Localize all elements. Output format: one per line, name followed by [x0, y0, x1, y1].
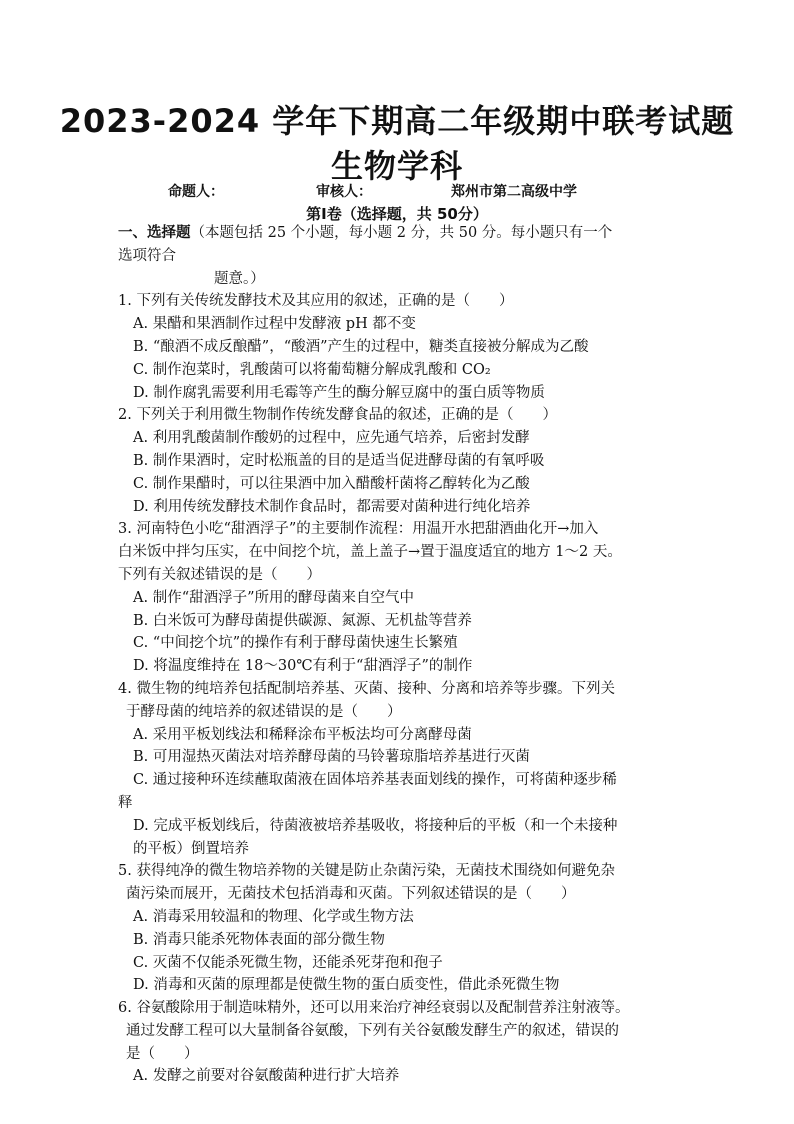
question-6-option-a: A. 发酵之前要对谷氨酸菌种进行扩大培养 [133, 1068, 400, 1085]
question-body [118, 222, 680, 1088]
section-intro-line3: 题意。） [214, 270, 265, 287]
section-intro [118, 222, 680, 245]
reviewer-label: 审核人： [316, 184, 372, 200]
question-4-stem-line2: 于酵母菌的纯培养的叙述错误的是（ ） [126, 703, 402, 720]
question-3-stem-line2: 白米饭中拌匀压实，在中间挖个坑，盖上盖子→置于温度适宜的地方 1～2 天。 [118, 544, 622, 561]
question-2-option-d: D. 利用传统发酵技术制作食品时，都需要对菌种进行纯化培养 [133, 498, 531, 515]
school-name: 郑州市第二高级中学 [451, 184, 577, 200]
exam-title: 2023-2024 学年下期高二年级期中联考试题 [59, 102, 735, 140]
question-5-stem: 5. 获得纯净的微生物培养物的关键是防止杂菌污染，无菌技术围绕如何避免杂 [118, 863, 615, 880]
question-6-stem: 6. 谷氨酸除用于制造味精外，还可以用来治疗神经衰弱以及配制营养注射液等。 [118, 1000, 630, 1017]
question-3-option-d: D. 将温度维持在 18～30℃有利于“甜酒浮子”的制作 [133, 658, 473, 675]
question-2-option-b: B. 制作果酒时，定时松瓶盖的目的是适当促进酵母菌的有氧呼吸 [133, 452, 545, 469]
question-4-option-d: D. 完成平板划线后，待菌液被培养基吸收，将接种后的平板（和一个未接种 [133, 817, 618, 834]
question-1-option-d: D. 制作腐乳需要利用毛霉等产生的酶分解豆腐中的蛋白质等物质 [133, 384, 545, 401]
author-label: 命题人： [168, 184, 224, 200]
question-5-option-a: A. 消毒采用较温和的物理、化学或生物方法 [133, 908, 414, 925]
question-4-stem: 4. 微生物的纯培养包括配制培养基、灭菌、接种、分离和培养等步骤。下列关 [118, 680, 615, 697]
question-4-option-a: A. 采用平板划线法和稀释涂布平板法均可分离酵母菌 [133, 726, 472, 743]
question-2-stem: 2. 下列关于利用微生物制作传统发酵食品的叙述，正确的是（ ） [118, 407, 557, 424]
question-3-option-a: A. 制作“甜酒浮子”所用的酵母菌来自空气中 [133, 589, 415, 606]
question-5-option-d: D. 消毒和灭菌的原理都是使微生物的蛋白质变性，借此杀死微生物 [133, 977, 560, 994]
subject-title: 生物学科 [330, 147, 463, 185]
section-intro-text: （本题包括 25 个小题，每小题 2 分，共 50 分。每小题只有一个 [190, 225, 613, 241]
question-6-stem-line3: 是（ ） [126, 1045, 199, 1062]
question-2-option-a: A. 利用乳酸菌制作酸奶的过程中，应先通气培养，后密封发酵 [133, 430, 530, 447]
part-title: 第Ⅰ卷（选择题，共 50分） [306, 205, 488, 223]
question-5-stem-line2: 菌污染而展开，无菌技术包括消毒和灭菌。下列叙述错误的是（ ） [126, 886, 576, 903]
question-3-stem: 3. 河南特色小吃“甜酒浮子”的主要制作流程：用温开水把甜酒曲化开→加入 [118, 521, 599, 538]
question-4-option-c: C. 通过接种环连续蘸取菌液在固体培养基表面划线的操作，可将菌种逐步稀 [133, 772, 617, 789]
section-intro-line2: 选项符合 [118, 247, 176, 264]
section-heading: 一、选择题 [118, 225, 191, 241]
question-5-option-b: B. 消毒只能杀死物体表面的部分微生物 [133, 931, 385, 948]
question-3-option-c: C. “中间挖个坑”的操作有利于酵母菌快速生长繁殖 [133, 635, 458, 652]
question-1-stem: 1. 下列有关传统发酵技术及其应用的叙述，正确的是（ ） [118, 293, 514, 310]
question-1-option-b: B. “酿酒不成反酿醋”，“酸酒”产生的过程中，糖类直接被分解成为乙酸 [133, 338, 589, 355]
question-6-stem-line2: 通过发酵工程可以大量制备谷氨酸，下列有关谷氨酸发酵生产的叙述，错误的 [126, 1022, 619, 1039]
question-4-option-d-cont: 的平板）倒置培养 [133, 840, 249, 857]
question-1-option-c: C. 制作泡菜时，乳酸菌可以将葡萄糖分解成乳酸和 CO₂ [133, 361, 491, 378]
question-1-option-a: A. 果醋和果酒制作过程中发酵液 pH 都不变 [133, 316, 416, 333]
question-2-option-c: C. 制作果醋时，可以往果酒中加入醋酸杆菌将乙醇转化为乙酸 [133, 475, 530, 492]
question-5-option-c: C. 灭菌不仅能杀死微生物，还能杀死芽孢和孢子 [133, 954, 443, 971]
question-3-stem-line3: 下列有关叙述错误的是（ ） [118, 566, 321, 583]
question-4-option-c-cont: 释 [118, 794, 133, 811]
question-3-option-b: B. 白米饭可为酵母菌提供碳源、氮源、无机盐等营养 [133, 612, 472, 629]
question-4-option-b: B. 可用湿热灭菌法对培养酵母菌的马铃薯琼脂培养基进行灭菌 [133, 749, 530, 766]
